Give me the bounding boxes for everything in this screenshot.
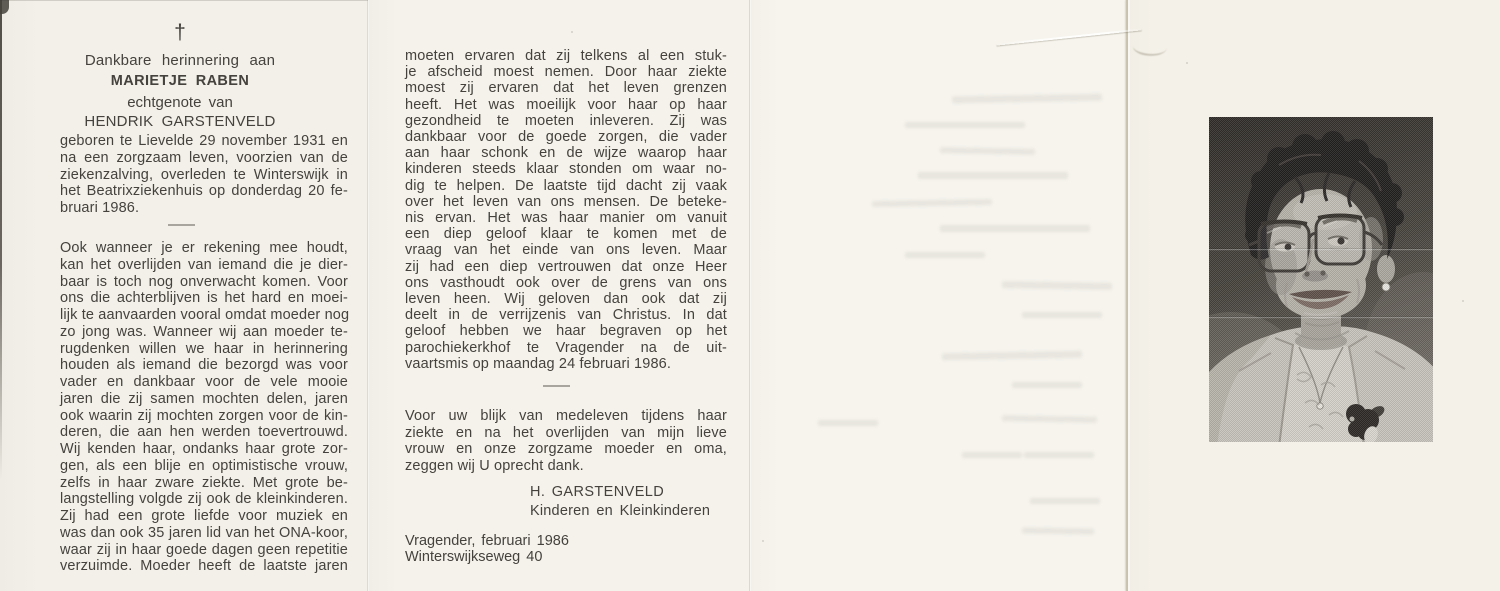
text-line: dig te helpen. De laatste tijd dacht zij vaak <box>405 177 727 194</box>
text-line: Zij had een grote liefde voor muziek en <box>60 508 348 524</box>
text-line: zij had een diep vertrouwen dat onze Heer <box>405 258 727 275</box>
text-line: ziekte en na het overlijden van mijn lieve <box>405 424 727 441</box>
text-line: heeft. Het was moeilijk voor haar op haar <box>405 96 727 113</box>
text-line: jaren die zij samen mochten delen, jaren <box>60 390 348 407</box>
text-line: deren, die aan hen werden toevertrouwd. <box>60 424 348 441</box>
text-line: ziekenzalving, overleden te Winterswijk in <box>60 166 348 183</box>
text-line: ook waarin zij mochten zorgen voor de kin- <box>60 407 348 424</box>
place-date-line: Vragender, februari 1986 <box>405 533 569 549</box>
text-line: baar is toch nog onverwacht komen. Voor <box>60 273 348 290</box>
text-line: nis ervan. Het was haar manier om vanuit <box>405 210 727 227</box>
text-line: ons vasthoudt ook over de grens van ons <box>405 274 727 291</box>
relation-line: echtgenote van <box>127 94 233 111</box>
text-line: gen, als een blije en optimistische vrouw, <box>60 457 348 474</box>
paper-speck <box>571 31 573 33</box>
text-line: zeggen wij U oprecht dank. <box>405 458 584 475</box>
text-line: Wij kenden haar, ondanks haar grote zor- <box>60 441 348 457</box>
text-line: leven heen. Wij geloven dan ook dat zij <box>405 291 727 308</box>
text-line: parochiekerkhof te Vragender na de uit- <box>405 339 727 356</box>
text-line: bruari 1986. <box>60 200 140 216</box>
text-line: rugdenken willen we haar in herinnering <box>60 340 348 357</box>
paper-speck <box>1186 62 1188 64</box>
text-line: vrouw en onze zorgzame moeder en oma, <box>405 441 727 458</box>
text-line: moest zij ervaren dat het leven grenzen <box>405 80 727 97</box>
spouse-name: HENDRIK GARSTENVELD <box>84 113 276 130</box>
birth-death-paragraph <box>60 133 348 217</box>
text-line: vaartsmis op maandag 24 februari 1986. <box>405 355 672 372</box>
portrait-photo-art <box>1209 117 1433 442</box>
address-line: Winterswijkseweg 40 <box>405 549 543 565</box>
text-line: het Beatrixziekenhuis op donderdag 20 fe- <box>60 183 348 200</box>
portrait-photo <box>1209 117 1433 442</box>
paper-speck <box>1462 300 1464 302</box>
text-line: ons die achterblijven is het hard en moei- <box>60 290 348 307</box>
signature-subline: Kinderen en Kleinkinderen <box>530 503 711 519</box>
text-line: kinderen steeds klaar stonden om waar no- <box>405 161 727 178</box>
text-line: waar zij in haar goede dagen geen repetitie <box>60 541 348 558</box>
text-line: je afscheid moest nemen. Door haar ziekte <box>405 64 727 81</box>
text-line: een diep geloof klaar te komen met de <box>405 226 727 243</box>
text-line: vraag van het einde van ons leven. Maar <box>405 242 727 259</box>
text-line: na een zorgzaam leven, voorzien van de <box>60 149 348 166</box>
fold-line <box>749 0 750 591</box>
text-line: over het leven van ons mensen. De beteke- <box>405 193 727 210</box>
cross-icon: † <box>174 21 186 44</box>
text-line: verzuimde. Moeder heeft de laatste jaren <box>60 558 348 575</box>
memoriam-continuation-paragraph <box>405 48 727 372</box>
text-line: gezondheid te moeten inleveren. Zij was <box>405 112 727 129</box>
fold-line <box>367 0 368 591</box>
text-line: langstelling volgde zij ook de kleinkinderen. <box>60 491 348 508</box>
text-line: zelfs in haar zware ziekte. Met grote be- <box>60 474 348 491</box>
acknowledgement-paragraph <box>405 408 727 475</box>
text-line: kan het overlijden van iemand die je dier- <box>60 256 348 273</box>
section-divider <box>168 224 195 226</box>
text-line: vader en dankbaar voor de vele mooie <box>60 374 348 390</box>
text-line: Voor uw blijk van medeleven tijdens haar <box>405 408 727 424</box>
section-divider <box>543 385 570 387</box>
text-line: lijk te aanvaarden vooral omdat moeder nog <box>60 307 350 323</box>
text-line: Ook wanneer je er rekening mee houdt, <box>60 240 348 256</box>
text-line: deelt in de verrijzenis van Christus. In dat <box>405 307 727 324</box>
text-line: geboren te Lievelde 29 november 1931 en <box>60 133 348 149</box>
memorial-intro-line: Dankbare herinnering aan <box>84 52 276 69</box>
text-line: moeten ervaren dat zij telkens al een stuk- <box>405 48 727 64</box>
paper-speck <box>762 540 764 542</box>
text-line: was dan ook 35 jaren lid van het ONA-koor, <box>60 524 348 541</box>
text-line: zo jong was. Wanneer wij aan moeder te- <box>60 323 348 340</box>
scan-edge-shadow <box>0 0 2 480</box>
text-line: geloof hebben we haar begraven op het <box>405 323 727 340</box>
scan-edge-shadow <box>0 0 368 1</box>
deceased-name: MARIETJE RABEN <box>110 73 250 89</box>
text-line: houden als iemand die bezorgd was voor <box>60 357 348 374</box>
memoriam-paragraph <box>60 240 348 575</box>
text-line: dankbaar voor de goede zorgen, die vader <box>405 129 727 146</box>
signature-name: H. GARSTENVELD <box>530 484 665 500</box>
fold-line <box>1126 0 1128 591</box>
text-line: aan haar schonk en de wijze waarop haar <box>405 145 727 162</box>
